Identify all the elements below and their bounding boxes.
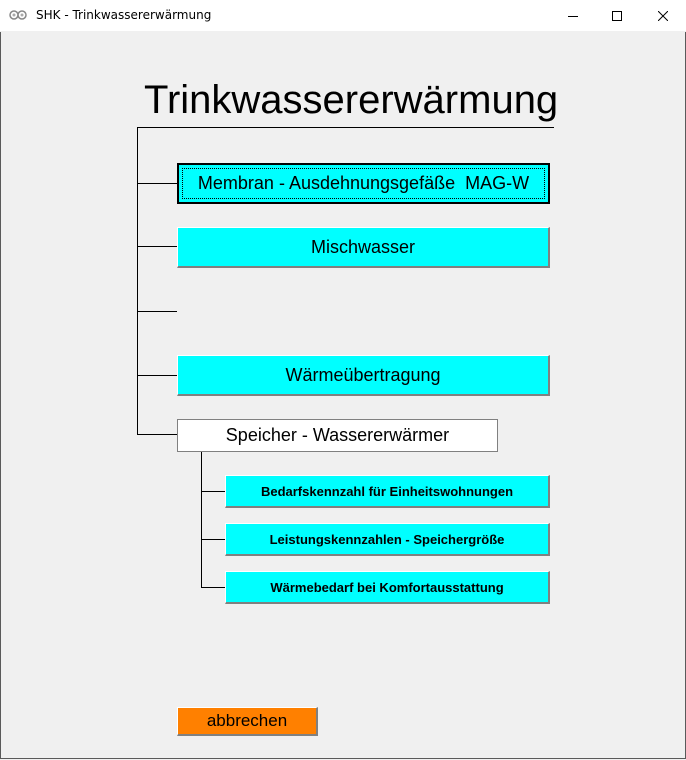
tree-branch-line: [137, 434, 178, 435]
tree-branch-line: [137, 375, 178, 376]
button-label: abbrechen: [206, 711, 288, 730]
group-label: Speicher - Wassererwärmer: [225, 425, 450, 445]
button-label: Wärmeübertragung: [285, 364, 441, 385]
maximize-icon: [612, 11, 622, 21]
title-bar[interactable]: [0, 0, 686, 32]
subtree-trunk-line: [201, 452, 202, 588]
heading-underline: [137, 127, 554, 128]
button-label: Bedarfskennzahl für Einheitswohnungen: [260, 483, 514, 499]
waermeuebertragung-button[interactable]: [177, 355, 550, 396]
subtree-branch-line: [201, 587, 226, 588]
button-label: Wärmebedarf bei Komfortausstattung: [270, 579, 504, 595]
app-icon: [9, 9, 27, 21]
tree-branch-line: [137, 246, 178, 247]
membran-ausdehnungsgefaesse-button[interactable]: [177, 163, 550, 204]
button-label: Membran - Ausdehnungsgefäße MAG-W: [197, 173, 530, 193]
bedarfskennzahl-button[interactable]: [225, 475, 550, 508]
maximize-button[interactable]: [594, 0, 640, 31]
waermebedarf-komfort-button[interactable]: [225, 571, 550, 604]
button-label: Leistungskennzahlen - Speichergröße: [269, 531, 505, 547]
focus-rect: [182, 168, 545, 199]
mischwasser-button[interactable]: [177, 227, 550, 268]
leistungskennzahlen-button[interactable]: [225, 523, 550, 556]
close-button[interactable]: [640, 0, 686, 31]
minimize-icon: [568, 11, 578, 21]
button-label: Mischwasser: [310, 236, 416, 257]
tree-trunk-line: [137, 127, 138, 435]
tree-branch-line: [137, 311, 177, 312]
minimize-button[interactable]: [550, 0, 596, 31]
subtree-branch-line: [201, 539, 226, 540]
tree-branch-line: [137, 183, 178, 184]
subtree-branch-line: [201, 491, 226, 492]
speicher-wassererwaermer-label: [177, 419, 498, 452]
window-title: SHK - Trinkwassererwärmung: [36, 8, 212, 22]
close-icon: [658, 11, 668, 21]
page-title: Trinkwassererwärmung: [144, 78, 559, 122]
cancel-button[interactable]: [177, 707, 318, 736]
